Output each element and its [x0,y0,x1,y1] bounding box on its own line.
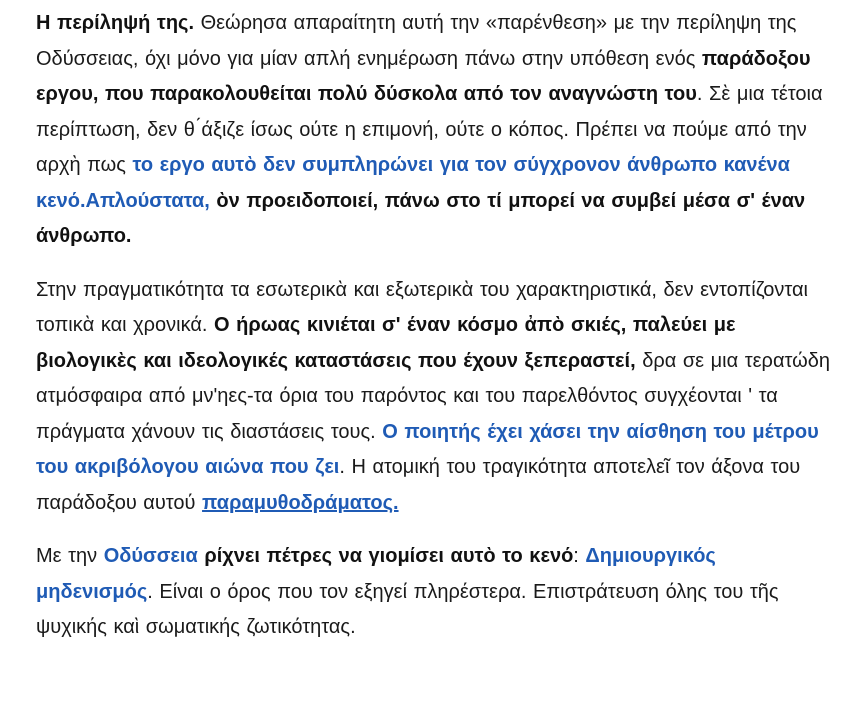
text-segment: : [573,545,586,567]
paragraph-reality [36,273,837,522]
paragraph-summary [36,6,837,255]
text-segment: . Είναι ο όρος που τον εξηγεί πληρέστερα. Επιστράτευση όλης του τῆς ψυχικής καὶ σωματικής ζωτικότητας. [36,580,779,638]
summary-heading: Η περίληψή της. [36,12,195,34]
text-segment: . Σὲ μια τέτοια περίπτωση, δεν θ ́άξιζε ίσως ούτε η επιμονή, ούτε ο κόπος. Πρέπει να πούμε από την αρχὴ πως [36,83,823,176]
text-segment: Με την [36,545,104,567]
paramythodrama-link[interactable]: παραμυθοδράματος. [202,491,399,514]
highlight-phrase: Δημιουργικός μηδενισμός [36,545,716,603]
text-segment: Στην πραγματικότητα τα εσωτερικὰ και εξωτερικὰ του χαρακτηριστικά, δεν εντοπίζονται τοπικὰ και χρονικά. [36,278,808,336]
bold-phrase: ὸν προειδοποιεί, πάνω στο τί μπορεί να συμβεί μέσα σ' έναν άνθρωπο. [36,189,806,247]
highlight-phrase: Ο ποιητής έχει χάσει την αίσθηση του μέτρου του ακριβόλογου αιώνα που ζει [36,420,819,478]
highlight-phrase: το εργο αυτὸ δεν συμπληρώνει για τον σύγχρονον άνθρωπο κανένα κενό. [36,154,790,212]
highlight-phrase: Απλούστατα, [85,189,217,212]
text-segment: δρα σε μια τερατώδη ατμόσφαιρα από μν'ηες-τα όρια του παρόντος και του παρελθόντος συγχέονται ' τα πράγματα χάνουν τις διαστάσεις τους. [36,349,830,443]
text-segment: . Η ατομική του τραγικότητα αποτελεῖ τον άξονα του παράδοξου αυτού [36,456,801,514]
text-segment: Θεώρησα απαραίτητη αυτή την «παρένθεση» με την περίληψη της Οδύσσειας, όχι μόνο για μίαν απλή ενημέρωση πάνω στην υπόθεση ενός [36,12,797,70]
bold-phrase: Ο ήρωας κινιέται σ' έναν κόσμο ἀπὸ σκιές, παλεύει με βιολογικὲς και ιδεολογικές καταστάσεις που έχουν ξεπεραστεί, [36,314,736,372]
highlight-phrase: Οδύσσεια [103,545,198,567]
bold-phrase: ρίχνει πέτρες να γιομίσει αυτὸ το κενό [197,545,574,567]
paragraph-odyssey [36,539,837,646]
bold-phrase: παράδοξου εργου, που παρακολουθείται πολύ δύσκολα από τον αναγνώστη του [36,47,811,105]
